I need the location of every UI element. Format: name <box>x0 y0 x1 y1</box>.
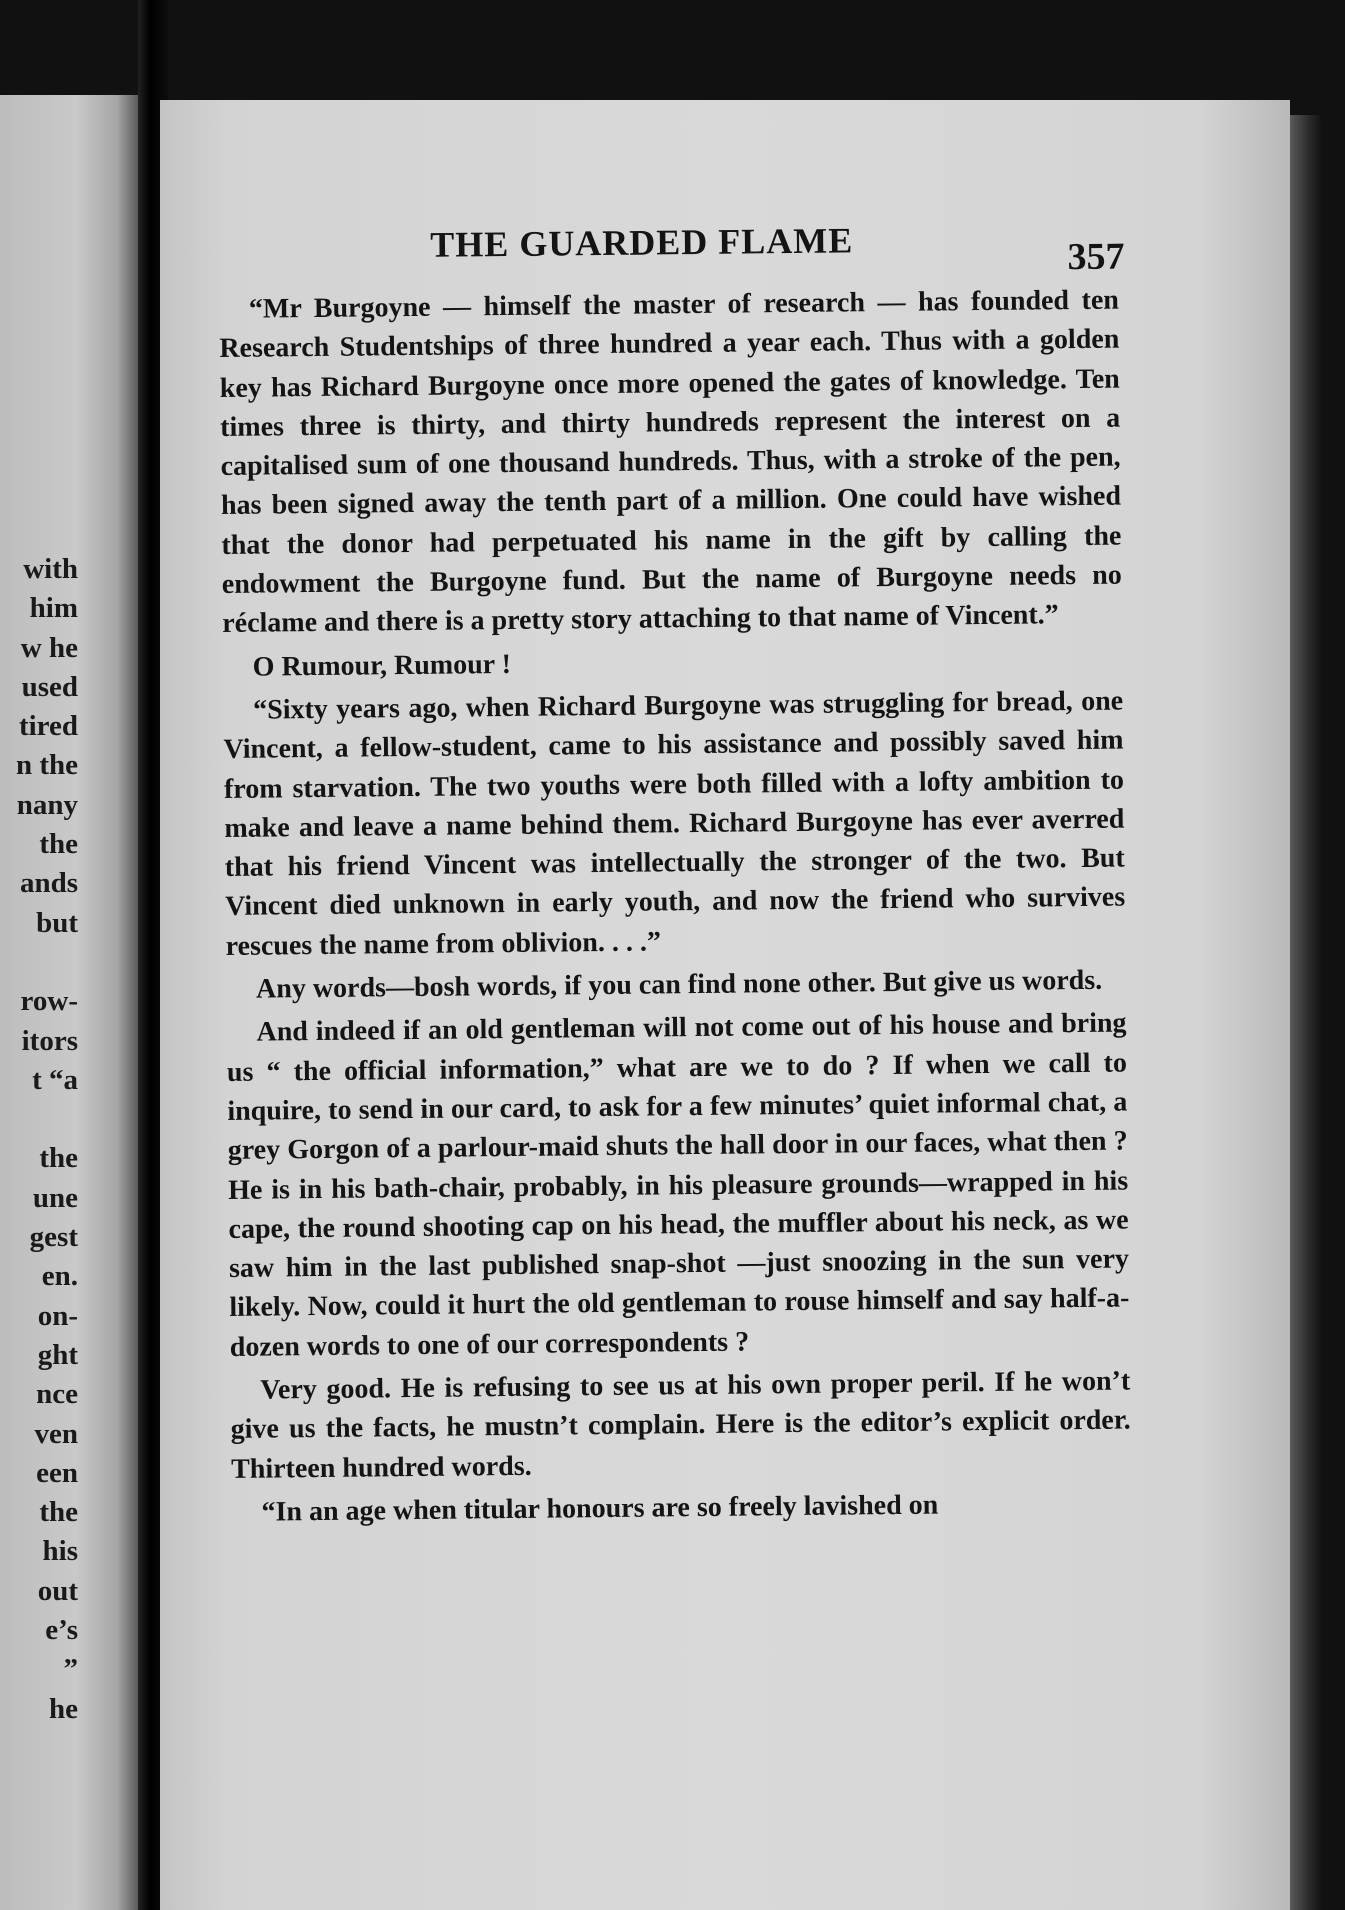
left-fragment: with <box>23 553 78 585</box>
left-fragment: n the <box>15 749 78 782</box>
paragraph: And indeed if an old gentleman will not come out of his house and bring us “ the official information,” what are we to do ? If when we call to inquire, to send in our card, to ask for a few minutes’ quiet informal chat, a grey Gorgon of a parlour-maid shuts the hall door in our faces, what then ? He is in his bath-chair, probably, in his pleasure grounds—wrapped in his cape, the round shooting cap on his head, the muffler about his neck, as we saw him in the last published snap-shot —just snoozing in the sun very likely. Now, could it hurt the old gentleman to rouse himself and say half-a-dozen words to one of our correspondents ? <box>226 1007 1130 1363</box>
left-fragment: on- <box>37 1299 78 1332</box>
paragraph: “Mr Burgoyne — himself the master of research — has founded ten Research Studentships of three hundred a year each. Thus with a golden key has Richard Burgoyne once more opened the gates of knowledge. Ten times three is thirty, and thirty hundreds represent the interest on a capitalised sum of one thousand hundreds. Thus, with a stroke of the pen, has been signed away the tenth part of a million. One could have wished that the donor had perpetuated his name in the gift by calling the endowment the Burgoyne fund. But the name of Burgoyne needs no réclame and there is a pretty story attaching to that name of Vincent.” <box>219 284 1122 640</box>
page-header <box>218 209 1125 290</box>
paragraph: Any words—bosh words, if you can find none other. But give us words. <box>255 964 1103 1005</box>
left-page-text-fragments <box>0 550 78 1729</box>
left-fragment: ands <box>19 867 78 900</box>
left-fragment: gest <box>29 1221 78 1254</box>
paragraph: O Rumour, Rumour ! <box>252 648 512 683</box>
paragraph: “In an age when titular honours are so freely lavished on <box>261 1489 939 1528</box>
left-fragment: itors <box>21 1024 78 1057</box>
left-fragment: his <box>42 1535 78 1568</box>
left-fragment: e’s <box>45 1614 78 1647</box>
paragraph: Very good. He is refusing to see us at his own proper peril. If he won’t give us the facts, he mustn’t complain. Here is the editor’s explicit order. Thirteen hundred words. <box>230 1365 1131 1485</box>
page-text-block <box>218 209 1132 1537</box>
left-fragment: him <box>29 592 78 625</box>
left-fragment-gap <box>0 943 78 982</box>
left-fragment: ” <box>63 1653 78 1686</box>
left-page <box>0 95 138 1910</box>
left-fragment: he <box>49 1692 78 1725</box>
left-fragment: nce <box>36 1378 78 1411</box>
left-fragment: w he <box>20 631 78 664</box>
left-fragment: une <box>32 1181 78 1214</box>
left-fragment: t “a <box>32 1063 78 1096</box>
left-fragment: row- <box>20 985 78 1018</box>
left-fragment: but <box>36 906 78 939</box>
left-fragment: used <box>21 670 78 703</box>
left-fragment-gap <box>0 1100 78 1139</box>
left-fragment: en. <box>41 1260 78 1293</box>
left-fragment: the <box>39 828 78 861</box>
left-fragment: out <box>37 1574 78 1607</box>
left-fragment: ven <box>34 1417 78 1450</box>
left-fragment: een <box>36 1456 78 1489</box>
left-fragment: tired <box>18 710 78 743</box>
running-head: THE GUARDED FLAME <box>430 220 854 265</box>
left-fragment: the <box>39 1496 78 1529</box>
left-fragment: the <box>39 1142 78 1175</box>
paragraph: “Sixty years ago, when Richard Burgoyne was struggling for bread, one Vincent, a fellow-student, came to his assistance and possibly saved him from starvation. The two youths were both filled with a lofty ambition to make and leave a name behind them. Richard Burgoyne has ever averred that his friend Vincent was intellectually the stronger of the two. But Vincent died unknown in early youth, and now the friend who survives rescues the name from oblivion. . . .” <box>223 685 1126 962</box>
left-fragment: ght <box>37 1338 78 1371</box>
page-edge <box>1290 115 1322 1910</box>
left-fragment: nany <box>16 788 78 821</box>
page-number: 357 <box>1067 235 1125 279</box>
